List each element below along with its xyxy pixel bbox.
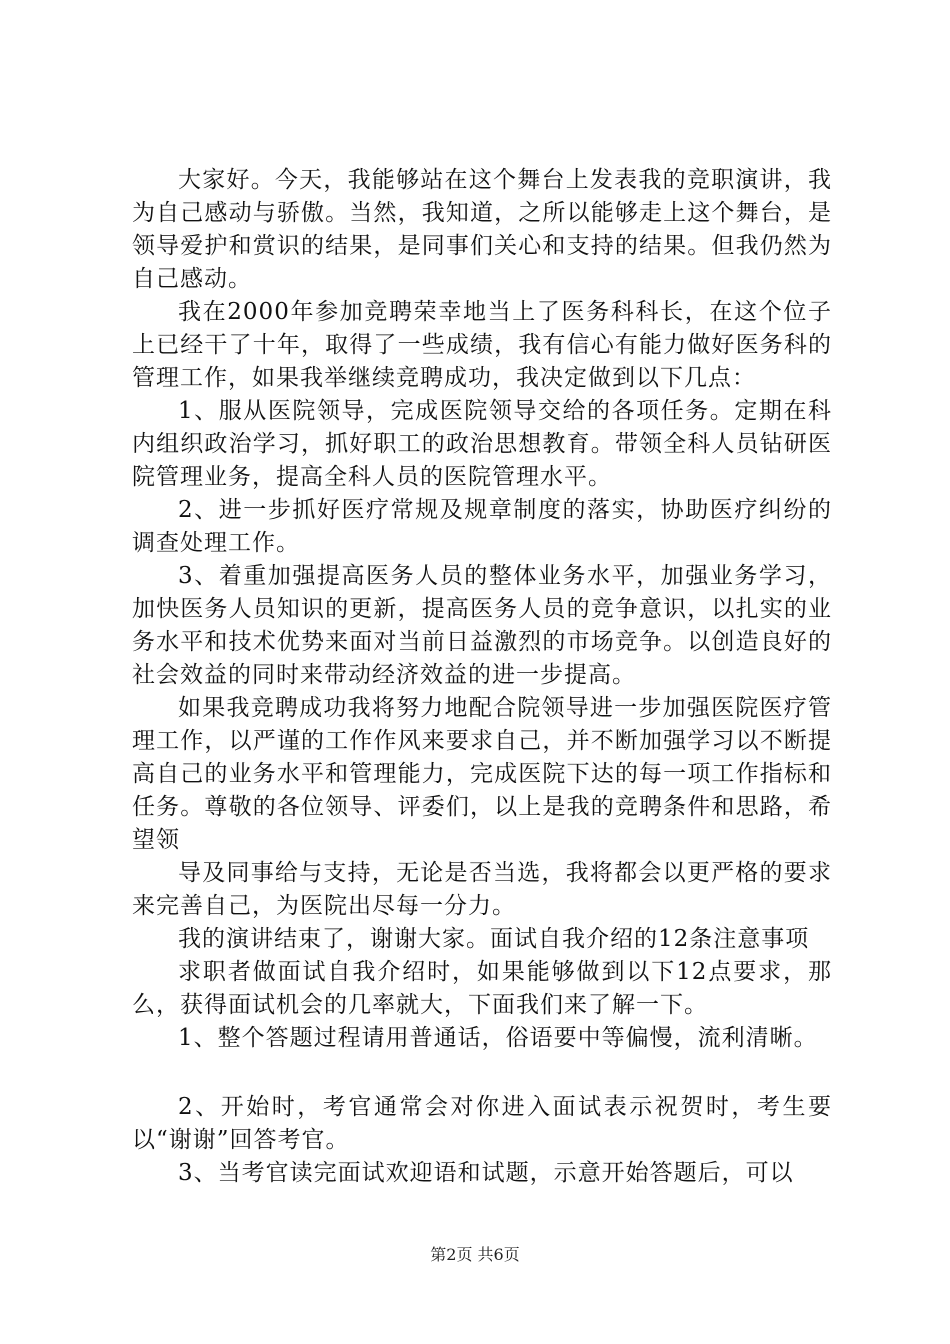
- paragraph-tip-2: 2、开始时，考官通常会对你进入面试表示祝贺时，考生要以“谢谢”回答考官。: [132, 1094, 832, 1153]
- paragraph-greeting: 大家好。今天，我能够站在这个舞台上发表我的竞职演讲，我为自己感动与骄傲。当然，我知道，之所以能够走上这个舞台，是领导爱护和赏识的结果，是同事们关心和支持的结果。但我仍然为自己感动。: [132, 167, 832, 292]
- paragraph-support: 导及同事给与支持，无论是否当选，我将都会以更严格的要求来完善自己，为医院出尽每一分力。: [132, 860, 832, 919]
- paragraph-tip-1: 1、整个答题过程请用普通话，俗语要中等偏慢，流利清晰。: [178, 1025, 818, 1051]
- paragraph-closing: 我的演讲结束了，谢谢大家。面试自我介绍的12条注意事项: [178, 926, 810, 952]
- paragraph-point-1: 1、服从医院领导，完成医院领导交给的各项任务。定期在科内组织政治学习，抓好职工的政治思想教育。带领全科人员钻研医院管理业务，提高全科人员的医院管理水平。: [132, 398, 832, 490]
- paragraph-tip-3: 3、当考官读完面试欢迎语和试题，示意开始答题后，可以: [178, 1160, 794, 1186]
- document-body: [132, 164, 832, 1190]
- paragraph-point-3: 3、着重加强提高医务人员的整体业务水平，加强业务学习，加快医务人员知识的更新，提高医务人员的竞争意识，以扎实的业务水平和技术优势来面对当前日益激烈的市场竞争。以创造良好的社会效益的同时来带动经济效益的进一步提高。: [132, 563, 832, 688]
- page-number: 第2页 共6页: [430, 1245, 520, 1264]
- paragraph-commitment: 如果我竞聘成功我将努力地配合院领导进一步加强医院医疗管理工作，以严谨的工作作风来要求自己，并不断加强学习以不断提高自己的业务水平和管理能力，完成医院下达的每一项工作指标和任务。尊敬的各位领导、评委们，以上是我的竞聘条件和思路，希望领: [132, 695, 832, 853]
- paragraph-background: 我在2000年参加竞聘荣幸地当上了医务科科长，在这个位子上已经干了十年，取得了一些成绩，我有信心有能力做好医务科的管理工作，如果我举继续竞聘成功，我决定做到以下几点：: [132, 299, 832, 391]
- paragraph-point-2: 2、进一步抓好医疗常规及规章制度的落实，协助医疗纠纷的调查处理工作。: [132, 497, 832, 556]
- paragraph-intro-tips: 求职者做面试自我介绍时，如果能够做到以下12点要求，那么，获得面试机会的几率就大，下面我们来了解一下。: [132, 959, 832, 1018]
